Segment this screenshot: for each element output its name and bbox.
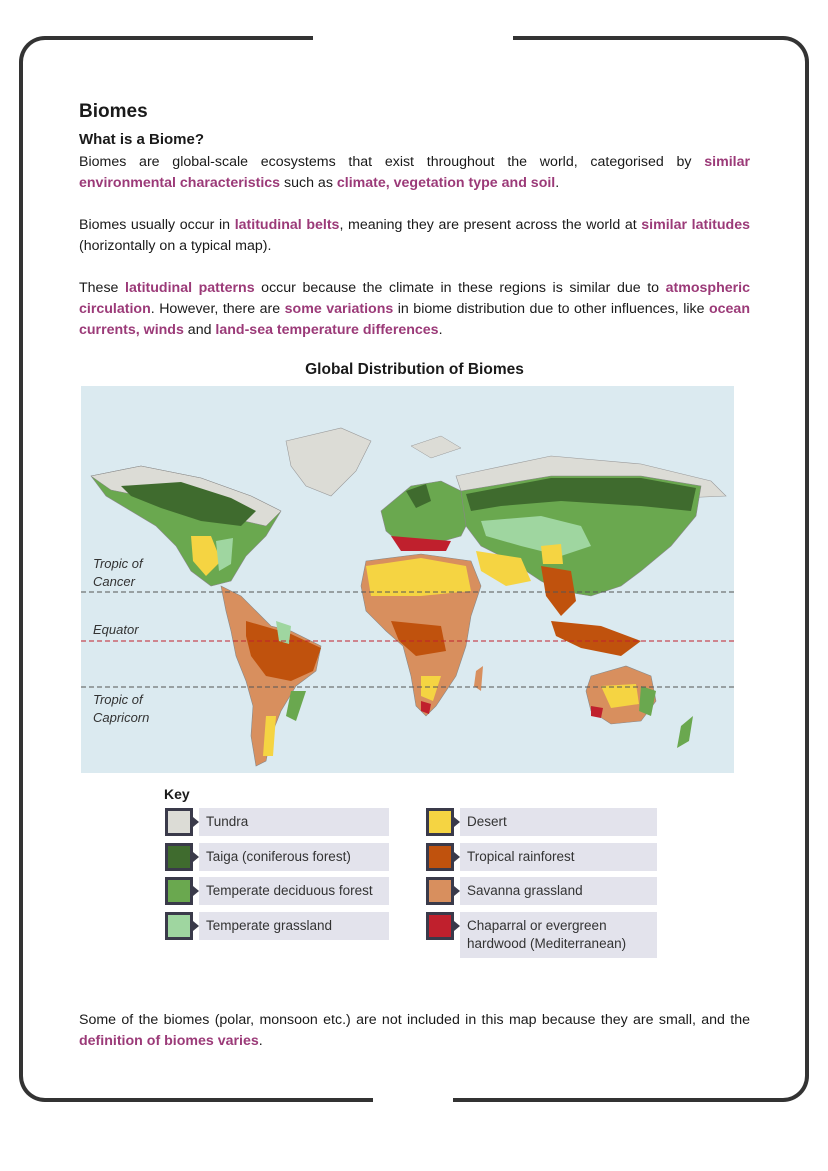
- key-item-chaparral: [426, 912, 657, 951]
- capricorn-label-2: Capricorn: [93, 710, 150, 725]
- key-label: Taiga (coniferous forest): [199, 843, 389, 871]
- cancer-label-1: Tropic of: [93, 556, 143, 571]
- text: such as: [280, 175, 337, 191]
- key-label: Tropical rainforest: [460, 843, 657, 871]
- text: occur because the climate in these regions is similar due to: [254, 280, 666, 296]
- key-label: Desert: [460, 808, 657, 836]
- highlight: similar environmental characteristics: [79, 154, 750, 191]
- biome-world-map: [81, 386, 734, 773]
- key-item-savanna: [426, 877, 657, 905]
- key-label-line-1: Chaparral or evergreen: [467, 918, 607, 933]
- frame-corner: [19, 36, 55, 72]
- swatch: [165, 843, 193, 871]
- frame-corner: [773, 36, 809, 72]
- text: Biomes usually occur in: [79, 217, 235, 233]
- key-label: Temperate grassland: [199, 912, 389, 940]
- key-label: Temperate deciduous forest: [199, 877, 389, 905]
- swatch: [426, 912, 454, 940]
- section-title: What is a Biome?: [79, 131, 205, 148]
- text: These: [79, 280, 126, 296]
- swatch: [165, 877, 193, 905]
- key-title: Key: [164, 786, 190, 802]
- intro-section: [79, 100, 750, 341]
- key-item-temperate-grassland: [165, 912, 389, 940]
- key-item-temperate-deciduous: [165, 877, 389, 905]
- frame-bottom-left: [55, 1098, 373, 1102]
- highlight: atmospheric circulation: [79, 280, 751, 317]
- highlight: definition of biomes varies: [79, 1033, 259, 1049]
- highlight: similar latitudes: [641, 217, 750, 233]
- text: (horizontally on a typical map).: [79, 238, 272, 254]
- text: , meaning they are present across the world at: [339, 217, 642, 233]
- key-label: Savanna grassland: [460, 877, 657, 905]
- text: Some of the biomes (polar, monsoon etc.) are not included in this map because they are small, and the: [79, 1012, 750, 1028]
- paragraph-latitude: [79, 215, 750, 257]
- frame-top-left: [55, 36, 313, 40]
- footer-paragraph: [79, 1010, 750, 1052]
- text: .: [438, 322, 443, 338]
- text: .: [555, 175, 560, 191]
- paragraph-patterns: [79, 278, 750, 341]
- key-label: Tundra: [199, 808, 389, 836]
- frame-corner: [773, 1066, 809, 1102]
- capricorn-label-1: Tropic of: [93, 692, 143, 707]
- text: Biomes are global-scale ecosystems that exist throughout the world, categorised by: [79, 154, 705, 170]
- highlight: land-sea temperature differences: [215, 322, 439, 338]
- map-title: Global Distribution of Biomes: [305, 361, 524, 378]
- key-label-line-2: hardwood (Mediterranean): [467, 936, 627, 951]
- highlight: some variations: [284, 301, 394, 317]
- frame-corner: [19, 1066, 55, 1102]
- swatch: [165, 808, 193, 836]
- key-item-tundra: [165, 808, 389, 836]
- frame-top-right: [513, 36, 773, 40]
- page-title: Biomes: [79, 101, 148, 122]
- frame-left: [19, 72, 23, 1066]
- key-item-taiga: [165, 843, 389, 871]
- highlight: latitudinal belts: [234, 217, 340, 233]
- key-item-desert: [426, 808, 657, 836]
- highlight: latitudinal patterns: [125, 280, 255, 296]
- equator-label: Equator: [93, 622, 139, 637]
- swatch: [426, 843, 454, 871]
- paragraph-definition: [79, 152, 750, 194]
- highlight: climate, vegetation type and soil: [336, 175, 556, 191]
- key-label: [460, 912, 657, 958]
- key-item-tropical-rainforest: [426, 843, 657, 871]
- frame-right: [805, 72, 809, 1066]
- frame-bottom-right: [453, 1098, 773, 1102]
- text: .: [258, 1033, 263, 1049]
- swatch: [426, 877, 454, 905]
- text: in biome distribution due to other influences, like: [393, 301, 709, 317]
- highlight: ocean currents, winds: [79, 301, 750, 338]
- swatch: [426, 808, 454, 836]
- text: . However, there are: [150, 301, 285, 317]
- text: and: [183, 322, 216, 338]
- cancer-label-2: Cancer: [93, 574, 135, 589]
- swatch: [165, 912, 193, 940]
